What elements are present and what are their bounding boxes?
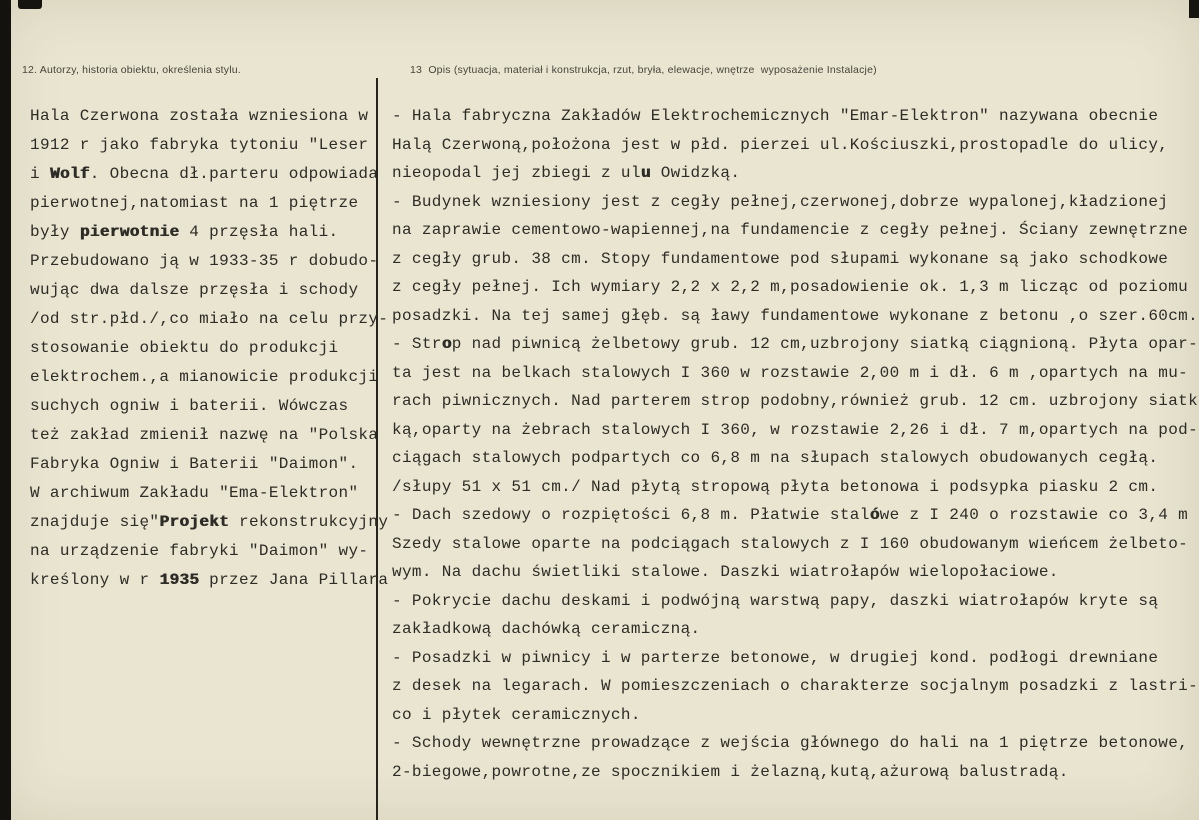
text-line: ciągach stalowych podpartych co 6,8 m na słupach stalowych obudowanych cegłą. — [392, 449, 1159, 467]
left-column-history-text — [30, 102, 388, 595]
section-label-12: 12. Autorzy, historia obiektu, określenia stylu. — [22, 64, 241, 76]
text-line: nieopodal jej zbiegi z ulu Owidzką. — [392, 164, 741, 182]
text-line: - Schody wewnętrzne prowadzące z wejścia głównego do hali na 1 piętrze betonowe, — [392, 734, 1189, 752]
text-line: - Strop nad piwnicą żelbetowy grub. 12 cm,uzbrojony siatką ciągnioną. Płyta opar- — [392, 335, 1199, 353]
text-line: wym. Na dachu świetliki stalowe. Daszki wiatrołapów wielopołaciowe. — [392, 563, 1059, 581]
text-line: na zaprawie cementowo-wapiennej,na fundamencie z cegły pełnej. Ściany zewnętrzne — [392, 221, 1189, 239]
text-line: z desek na legarach. W pomieszczeniach o charakterze socjalnym posadzki z lastri- — [392, 677, 1199, 695]
text-line: Halą Czerwoną,położona jest w płd. pierzei ul.Kościuszki,prostopadle do ulicy, — [392, 135, 1169, 154]
text-line: znajduje się"Projekt rekonstrukcyjny — [30, 513, 389, 531]
section-label-13: 13 Opis (sytuacja, materiał i konstrukcja, rzut, bryła, elewacje, wnętrze wyposażenie Instalacje) — [410, 64, 877, 76]
text-line: wując dwa dalsze przęsła i schody — [30, 281, 359, 299]
text-line: Przebudowano ją w 1933-35 r dobudo- — [30, 252, 379, 270]
scan-edge-left — [0, 0, 11, 820]
text-line: rach piwnicznych. Nad parterem strop podobny,również grub. 12 cm. uzbrojony siatk — [392, 392, 1199, 410]
right-column-description-text — [392, 102, 1198, 786]
text-line: i Wolf. Obecna dł.parteru odpowiada — [30, 165, 379, 183]
text-line: - Hala fabryczna Zakładów Elektrochemicznych "Emar-Elektron" nazywana obecnie — [392, 107, 1159, 125]
text-line: /słupy 51 x 51 cm./ Nad płytą stropową płyta betonowa i podsypka piasku 2 cm. — [392, 477, 1159, 496]
text-line: ką,oparty na żebrach stalowych I 360, w rozstawie 2,26 i dł. 7 m,opartych na pod- — [392, 420, 1199, 439]
text-line: /od str.płd./,co miało na celu przy- — [30, 310, 389, 328]
text-line: 2-biegowe,powrotne,ze spocznikiem i żelazną,kutą,ażurową balustradą. — [392, 762, 1069, 781]
text-line: - Budynek wzniesiony jest z cegły pełnej,czerwonej,dobrze wypalonej,kładzionej — [392, 192, 1169, 211]
text-line: - Posadzki w piwnicy i w parterze betonowe, w drugiej kond. podłogi drewniane — [392, 648, 1159, 667]
scan-artifact-top-right — [1189, 0, 1199, 18]
text-line: kreślony w r 1935 przez Jana Pillara — [30, 571, 389, 589]
text-line: 1912 r jako fabryka tytoniu "Leser — [30, 136, 369, 154]
text-line: były pierwotnie 4 przęsła hali. — [30, 223, 339, 241]
text-line: ta jest na belkach stalowych I 360 w rozstawie 2,00 m i dł. 6 m ,opartych na mu- — [392, 363, 1189, 382]
text-line: elektrochem.,a mianowicie produkcji — [30, 368, 379, 386]
text-line: - Dach szedowy o rozpiętości 6,8 m. Płatwie stalówe z I 240 o rozstawie co 3,4 m — [392, 506, 1189, 524]
text-line: co i płytek ceramicznych. — [392, 705, 641, 724]
text-line: z cegły pełnej. Ich wymiary 2,2 x 2,2 m,posadowienie ok. 1,3 m licząc od poziomu — [392, 278, 1189, 296]
text-line: posadzki. Na tej samej głęb. są ławy fundamentowe wykonane z betonu ,o szer.60cm. — [392, 306, 1199, 325]
text-line: suchych ogniw i baterii. Wówczas — [30, 397, 349, 415]
text-line: Hala Czerwona została wzniesiona w — [30, 107, 369, 125]
text-line: W archiwum Zakładu "Ema-Elektron" — [30, 484, 359, 502]
text-line: stosowanie obiektu do produkcji — [30, 339, 339, 357]
text-line: na urządzenie fabryki "Daimon" wy- — [30, 542, 369, 560]
text-line: też zakład zmienił nazwę na "Polska — [30, 426, 379, 444]
text-line: pierwotnej,natomiast na 1 piętrze — [30, 194, 359, 212]
text-line: Szedy stalowe oparte na podciągach stalowych z I 160 obudowanym wieńcem żelbeto- — [392, 534, 1189, 553]
scan-artifact-top-left — [18, 0, 42, 9]
text-line: zakładkową dachówką ceramiczną. — [392, 620, 701, 638]
text-line: z cegły grub. 38 cm. Stopy fundamentowe pod słupami wykonane są jako schodkowe — [392, 249, 1169, 268]
text-line: - Pokrycie dachu deskami i podwójną warstwą papy, daszki wiatrołapów kryte są — [392, 591, 1159, 610]
text-line: Fabryka Ogniw i Baterii "Daimon". — [30, 455, 359, 473]
